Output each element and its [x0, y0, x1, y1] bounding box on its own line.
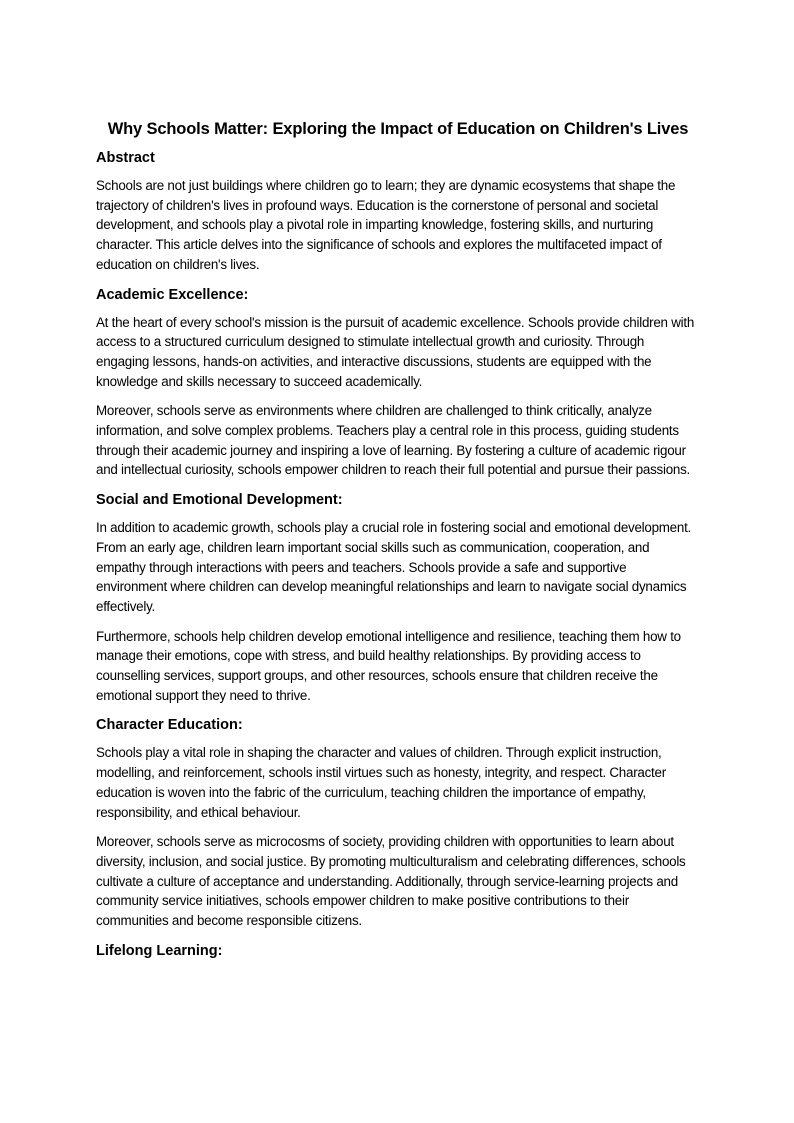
document-page: [96, 112, 700, 969]
section-character-education: [96, 715, 700, 930]
paragraph: Schools play a vital role in shaping the character and values of children. Through explicit instruction, modelling, and reinforcement, schools instil virtues such as honesty, integrity, and respect. Character education is woven into the fabric of the curriculum, teaching children the importance of empathy, responsibility, and ethical behaviour.: [96, 745, 666, 820]
section-heading: Character Education:: [96, 717, 243, 734]
paragraph: At the heart of every school's mission is the pursuit of academic excellence. Schools provide children with access to a structured curriculum designed to stimulate intellectual growth and curiosity. Through engaging lessons, hands-on activities, and interactive discussions, students are equipped with the knowledge and skills necessary to succeed academically.: [96, 314, 695, 389]
paragraph: Furthermore, schools help children develop emotional intelligence and resilience, teaching them how to manage their emotions, cope with stress, and build healthy relationships. By providing access to counselling services, support groups, and other resources, schools ensure that children receive the emotional support they need to thrive.: [96, 628, 681, 703]
section-heading: Academic Excellence:: [96, 286, 249, 303]
section-social-emotional-development: [96, 490, 700, 705]
section-lifelong-learning: [96, 941, 700, 961]
section-heading: Lifelong Learning:: [96, 942, 223, 959]
section-academic-excellence: [96, 285, 700, 481]
paragraph: Moreover, schools serve as environments where children are challenged to think critically, analyze information, and solve complex problems. Teachers play a central role in this process, guiding students through their academic journey and inspiring a love of learning. By fostering a culture of academic rigour and intellectual curiosity, schools empower children to reach their full potential and pursue their passions.: [96, 403, 691, 478]
section-heading: Abstract: [96, 150, 155, 166]
document-title: Why Schools Matter: Exploring the Impact of Education on Children's Lives: [107, 120, 689, 138]
paragraph: Schools are not just buildings where children go to learn; they are dynamic ecosystems that shape the trajectory of children's lives in profound ways. Education is the cornerstone of personal and societal development, and schools play a pivotal role in imparting knowledge, fostering skills, and nurturing character. This article delves into the significance of schools and explores the multifaceted impact of education on children's lives.: [96, 178, 676, 272]
section-heading: Social and Emotional Development:: [96, 492, 343, 509]
paragraph: In addition to academic growth, schools play a crucial role in fostering social and emotional development. From an early age, children learn important social skills such as communication, cooperation, and empathy through interactions with peers and teachers. Schools provide a safe and supportive environment where children can develop meaningful relationships and learn to navigate social dynamics effectively.: [96, 520, 692, 614]
section-abstract: [96, 148, 700, 275]
paragraph: Moreover, schools serve as microcosms of society, providing children with opportunities to learn about diversity, inclusion, and social justice. By promoting multiculturalism and celebrating differences, schools cultivate a culture of acceptance and understanding. Additionally, through service-learning projects and community service initiatives, schools empower children to make positive contributions to their communities and become responsible citizens.: [96, 834, 686, 929]
